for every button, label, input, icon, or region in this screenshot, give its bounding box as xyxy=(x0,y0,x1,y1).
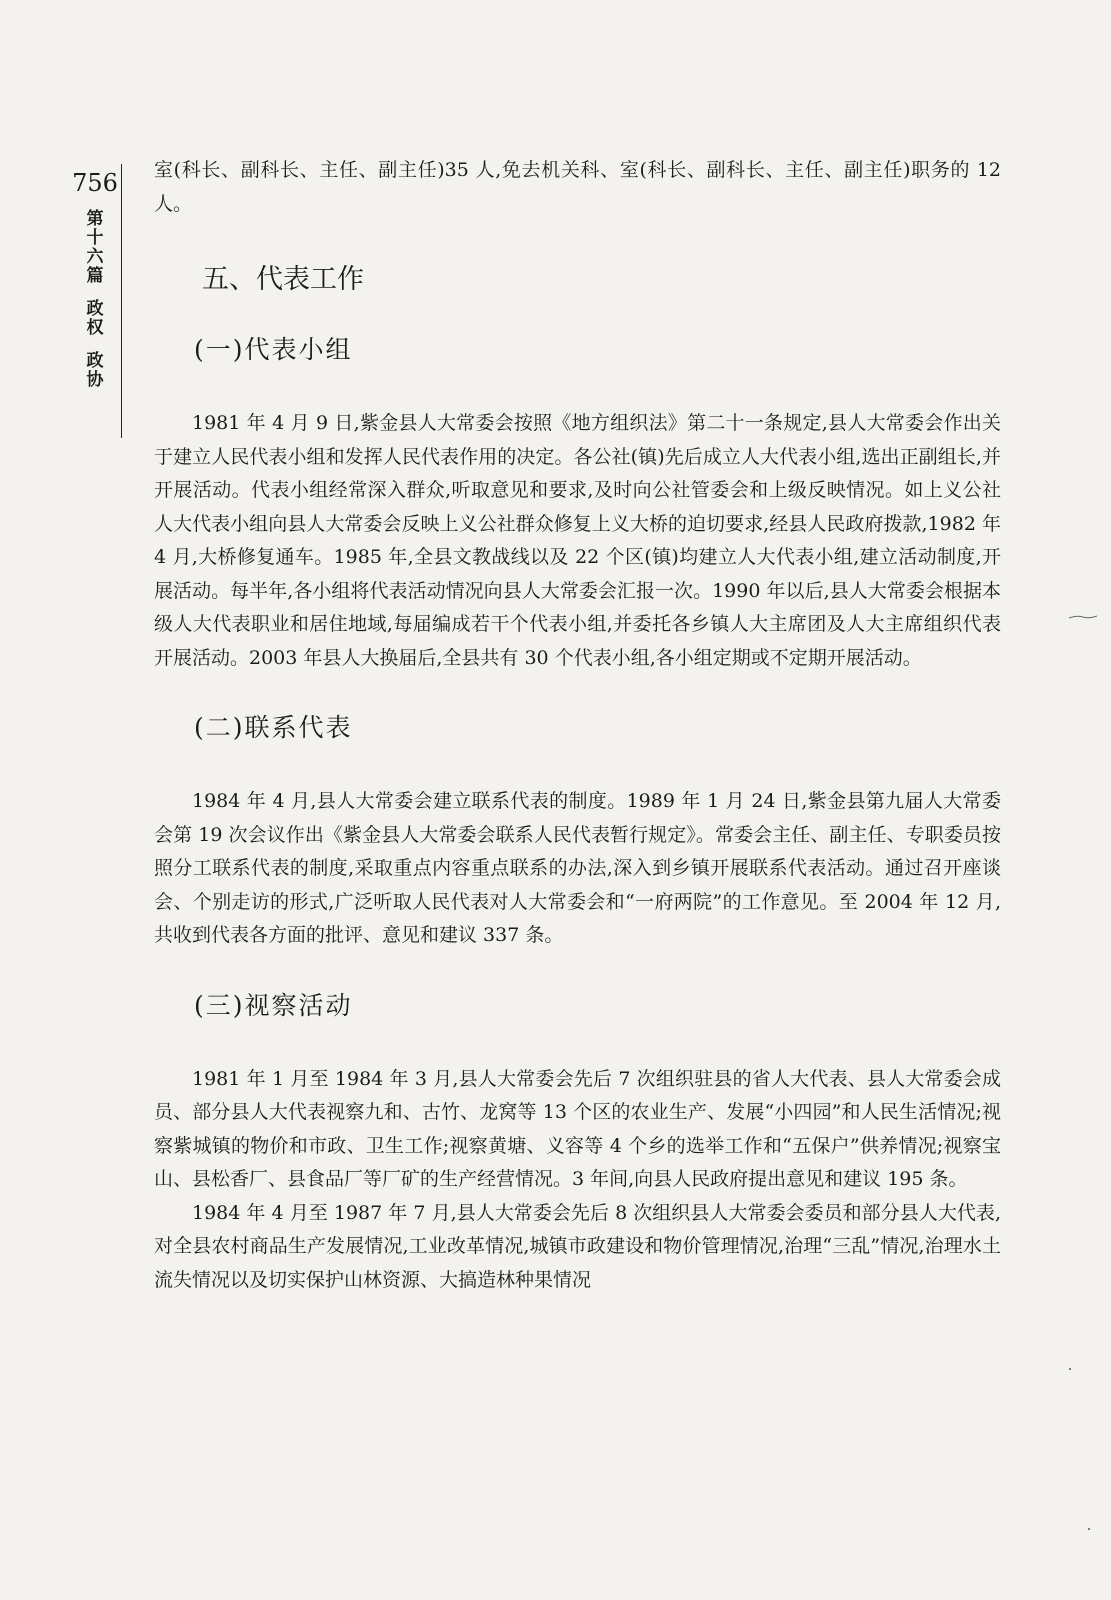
margin-rule xyxy=(121,164,122,438)
running-head-part: 政 权 xyxy=(86,299,104,338)
scan-speck xyxy=(1088,1528,1090,1530)
intro-paragraph: 室(科长、副科长、主任、副主任)35 人,免去机关科、室(科长、副科长、主任、副主任)职务的 12 人。 xyxy=(154,159,1001,215)
running-head-part: 政 协 xyxy=(86,351,104,390)
scan-mark xyxy=(1069,614,1097,620)
subsection-heading-2: (二)联系代表 xyxy=(194,713,353,742)
page-number: 756 xyxy=(72,169,118,197)
running-head xyxy=(70,210,120,390)
page-margin xyxy=(70,168,120,404)
section-heading: 五、代表工作 xyxy=(202,264,364,295)
paragraph-inspection-2: 1984 年 4 月至 1987 年 7 月,县人大常委会先后 8 次组织县人大常委会委员和部分县人大代表,对全县农村商品生产发展情况,工业改革情况,城镇市政建设和物价管理情况,治理“三乱”情况,治理水土流失情况以及切实保护山林资源、大搞造林种果情况 xyxy=(154,1201,1001,1291)
scan-speck xyxy=(1069,1368,1071,1370)
paragraph-representative-groups: 1981 年 4 月 9 日,紫金县人大常委会按照《地方组织法》第二十一条规定,县人大常委会作出关于建立人民代表小组和发挥人民代表作用的决定。各公社(镇)先后成立人大代表小组,选出正副组长,并开展活动。代表小组经常深入群众,听取意见和要求,及时向公社管委会和上级反映情况。如上义公社人大代表小组向县人大常委会反映上义公社群众修复上义大桥的迫切要求,经县人民政府拨款,1982 年 4 月,大桥修复通车。1985 年,全县文教战线以及 22 个区(镇)均建立人大代表小组,建立活动制度,开展活动。每半年,各小组将代表活动情况向县人大常委会汇报一次。1990 年以后,县人大常委会根据本级人大代表职业和居住地域,每届编成若干个代表小组,并委托各乡镇人大主席团及人大主席组织代表开展活动。2003 年县人大换届后,全县共有 30 个代表小组,各小组定期或不定期开展活动。 xyxy=(154,412,1001,669)
running-head-part: 第 十 六 篇 xyxy=(86,209,104,286)
subsection-heading-3: (三)视察活动 xyxy=(194,990,353,1020)
paragraph-inspection-1: 1981 年 1 月至 1984 年 3 月,县人大常委会先后 7 次组织驻县的省人大代表、县人大常委会成员、部分县人大代表视察九和、古竹、龙窝等 13 个区的农业生产、发展“小四园”和人民生活情况;视察紫城镇的物价和市政、卫生工作;视察黄塘、义容等 4 个乡的选举工作和“五保户”供养情况;视察宝山、县松香厂、县食品厂等厂矿的生产经营情况。3 年间,向县人民政府提出意见和建议 195 条。 xyxy=(154,1067,1001,1190)
paragraph-liaison: 1984 年 4 月,县人大常委会建立联系代表的制度。1989 年 1 月 24 日,紫金县第九届人大常委会第 19 次会议作出《紫金县人大常委会联系人民代表暂行规定》。常委会主任、副主任、专职委员按照分工联系代表的制度,采取重点内容重点联系的办法,深入到乡镇开展联系代表活动。通过召开座谈会、个别走访的形式,广泛听取人民代表对人大常委会和“一府两院”的工作意见。至 2004 年 12 月,共收到代表各方面的批评、意见和建议 337 条。 xyxy=(154,790,1001,946)
subsection-heading-1: (一)代表小组 xyxy=(194,335,353,364)
body-text xyxy=(154,154,1001,1297)
